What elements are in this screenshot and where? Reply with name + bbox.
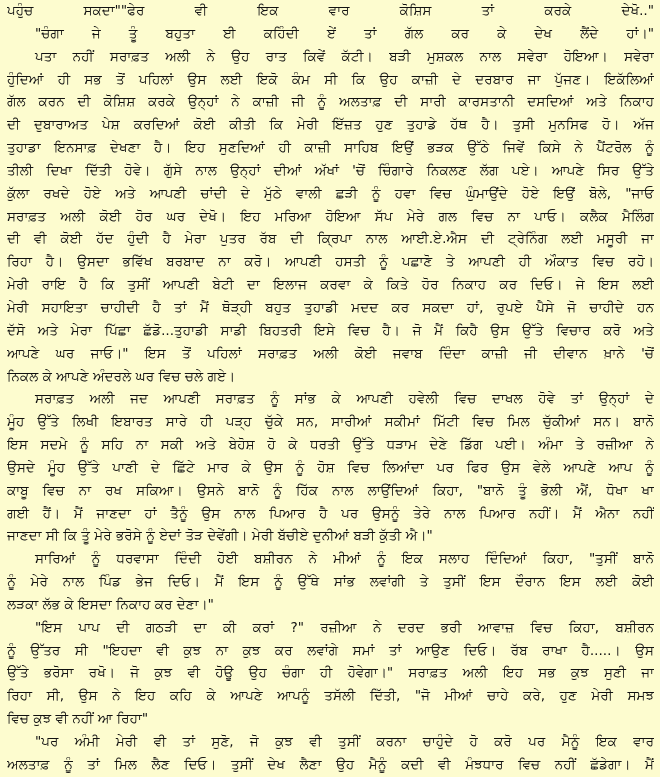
text-line: ਦੀ ਦੁਬਾਰਾਅਤ ਪੇਸ਼ ਕਰਦਿਆਂ ਕੋਈ ਕੀਤੀ ਕਿ ਮੇਰੀ ਇੱਜ਼ਤ ਹੁਣ ਤੁਹਾਡੇ ਹੱਥ ਹੈ। ਤੁਸੀ ਮੁਨਸਿਫ ਹੋ। ਅੱਜ xyxy=(7,117,654,134)
text-line: ਤੁਹਾਡਾ ਇਨਸਾਫ਼ ਦੇਖਣਾ ਹੈ। ਇਹ ਸੁਣਦਿਆਂ ਹੀ ਕਾਜ਼ੀ ਸਾਹਿਬ ਇਉਂ ਭੜਕ ਉੱਠੇ ਜਿਵੇਂ ਕਿਸੇ ਨੇ ਪੈਂਟਰੋਲ ਨੂੰ xyxy=(7,140,654,157)
text-line: ਆਪਣੇ ਘਰ ਜਾਓ।" ਇਸ ਤੋਂ ਪਹਿਲਾਂ ਸਰਾਫ਼ਤ ਅਲੀ ਕੋਈ ਜਵਾਬ ਦਿੰਦਾ ਕਾਜ਼ੀ ਜੀ ਦੀਵਾਨ ਖ਼ਾਨੇ 'ਚੋਂ xyxy=(7,345,654,362)
text-line: ਗਈ ਹੈਂ। ਮੈਂ ਜਾਣਦਾ ਹਾਂ ਤੈਨੂੰ ਉਸ ਨਾਲ ਪਿਆਰ ਹੈ ਪਰ ਉਸਨੂੰ ਤੇਰੇ ਨਾਲ ਪਿਆਰ ਨਹੀਂ। ਮੈਂ ਐਨਾ ਨਹੀਂ xyxy=(7,505,654,522)
text-line: ਸਰਾਫ਼ਤ ਅਲੀ ਕੋਈ ਹੋਰ ਘਰ ਦੇਖੋ। ਇਹ ਮਰਿਆ ਹੋਇਆ ਸੱਪ ਮੇਰੇ ਗਲ ਵਿਚ ਨਾ ਪਾਓ। ਕਲੈਕ ਮੈਲਿੰਗ xyxy=(7,208,654,225)
text-line: ਨਿਕਲ ਕੇ ਆਪਣੇ ਅੰਦਰਲੇ ਘਰ ਵਿਚ ਚਲੇ ਗਏ। xyxy=(7,368,236,385)
text-line: ਮੇਰੀ ਸਹਾਇਤਾ ਚਾਹੀਦੀ ਹੈ ਤਾਂ ਮੈਂ ਥੋੜ੍ਹੀ ਬਹੁਤ ਤੁਹਾਡੀ ਮਦਦ ਕਰ ਸਕਦਾ ਹਾਂ, ਰੁਪਏ ਪੈਸੇ ਜੋ ਚਾਹੀਦੇ ਹਨ xyxy=(7,299,654,316)
text-line: "ਚੰਗਾ ਜੇ ਤੂੰ ਬਹੁਤਾ ਈ ਕਹਿੰਦੀ ਏਂ ਤਾਂ ਗੱਲ ਕਰ ਕੇ ਦੇਖ ਲੈਂਦੇ ਹਾਂ।" xyxy=(35,25,654,42)
text-line: ਲੜਕਾ ਲੱਭ ਕੇ ਇਸਦਾ ਨਿਕਾਹ ਕਰ ਦੇਣਾ।" xyxy=(7,596,214,613)
text-line: ਪਹੁੰਚ ਸਕਦਾ""ਫੇਰ ਵੀ ਇਕ ਵਾਰ ਕੋਸ਼ਿਸ ਤਾਂ ਕਰਕੇ ਦੇਖੋ.." xyxy=(7,3,654,19)
text-line: ਸਾਰਿਆਂ ਨੂੰ ਧਰਵਾਸਾ ਦਿੰਦੀ ਹੋਈ ਬਸ਼ੀਰਨ ਨੇ ਮੀਆਂ ਨੂੰ ਇਕ ਸਲਾਹ ਦਿੰਦਿਆਂ ਕਿਹਾ, "ਤੁਸੀਂ ਬਾਨੋ xyxy=(35,551,654,568)
text-line: ਮੇਰੀ ਰਾਇ ਹੈ ਕਿ ਤੁਸੀਂ ਆਪਣੀ ਬੇਟੀ ਦਾ ਇਲਾਜ ਕਰਵਾ ਕੇ ਕਿਤੇ ਹੋਰ ਨਿਕਾਹ ਕਰ ਦਿਓ। ਜੇ ਇਸ ਲਈ xyxy=(7,277,654,294)
text-line: ਨੂੰ ਮੇਰੇ ਨਾਲ ਪਿੰਡ ਭੇਜ ਦਿਓ। ਮੈਂ ਇਸ ਨੂੰ ਉੱਥੇ ਸਾਂਭ ਲਵਾਂਗੀ ਤੇ ਤੁਸੀਂ ਇਸ ਦੌਰਾਨ ਇਸ ਲਈ ਕੋਈ xyxy=(7,574,654,591)
text-line: ਰਿਹਾ ਹੈ। ਉਸਦਾ ਭਵਿੱਖ ਬਰਬਾਦ ਨਾ ਕਰੋ। ਆਪਣੀ ਹਸਤੀ ਨੂੰ ਪਛਾਣੋ ਤੇ ਆਪਣੀ ਹੀ ਔਕਾਤ ਵਿਚ ਰਹੋ। xyxy=(7,254,654,271)
text-line: "ਪਰ ਅੰਮੀ ਮੇਰੀ ਵੀ ਤਾਂ ਸੁਣੋ, ਜੋ ਕੁਝ ਵੀ ਤੁਸੀਂ ਕਰਨਾ ਚਾਹੁੰਦੇ ਹੋ ਕਰੋ ਪਰ ਮੈਨੂੰ ਇਕ ਵਾਰ xyxy=(35,734,654,750)
text-line: ਸਰਾਫ਼ਤ ਅਲੀ ਜਦ ਆਪਣੀ ਸਰਾਫ਼ਤ ਨੂੰ ਸਾਂਭ ਕੇ ਆਪਣੀ ਹਵੇਲੀ ਵਿਚ ਦਾਖਲ ਹੋਵੇ ਤਾਂ ਉਨ੍ਹਾਂ ਦੇ xyxy=(35,391,654,408)
text-line: ਦੱਸੋ ਅਤੇ ਮੇਰਾ ਪਿੱਛਾ ਛੱਡੋ...ਤੁਹਾਡੀ ਸਾਡੀ ਬਿਹਤਰੀ ਇਸੇ ਵਿਚ ਹੈ। ਜੋ ਮੈਂ ਕਿਹੈ ਉਸ ਉੱਤੇ ਵਿਚਾਰ ਕਰੋ ਅਤੇ xyxy=(7,322,654,339)
text-line: ਕਾਬੂ ਵਿਚ ਨਾ ਰਖ ਸਕਿਆ। ਉਸਨੇ ਬਾਨੋ ਨੂੰ ਹਿੱਕ ਨਾਲ ਲਾਉਂਦਿਆਂ ਕਿਹਾ, "ਬਾਨੋ ਤੂੰ ਭੋਲੀ ਐਂ, ਧੋਖਾ ਖਾ xyxy=(7,482,654,499)
text-line: ਜਾਣਦਾ ਸੀ ਕਿ ਤੂੰ ਮੇਰੇ ਭਰੋਸੇ ਨੂੰ ਏਦਾਂ ਤੋੜ ਦੇਵੇਂਗੀ। ਮੇਰੀ ਬੱਚੀਏ ਦੁਨੀਆਂ ਬੜੀ ਕੁੱਤੀ ਐ।" xyxy=(7,528,433,545)
text-line: ਦੀ ਵੀ ਕੋਈ ਹੱਦ ਹੁੰਦੀ ਹੈ ਮੇਰਾ ਪੁਤਰ ਰੱਬ ਦੀ ਕ੍ਰਿਪਾ ਨਾਲ ਆਈ.ਏ.ਐਸ ਦੀ ਟ੍ਰੇਨਿੰਗ ਲਈ ਮਸੂਰੀ ਜਾ xyxy=(7,231,654,248)
text-line: ਇਸ ਸਦਮੇ ਨੂੰ ਸਹਿ ਨਾ ਸਕੀ ਅਤੇ ਬੇਹੋਸ਼ ਹੋ ਕੇ ਧਰਤੀ ਉੱਤੇ ਧੜਾਮ ਦੇਣੇ ਡਿੱਗ ਪਈ। ਅੰਮਾ ਤੇ ਰਜ਼ੀਆ ਨੇ xyxy=(7,437,654,454)
text-line: ਗੱਲ ਕਰਨ ਦੀ ਕੋਸ਼ਿਸ਼ ਕਰਕੇ ਉਨ੍ਹਾਂ ਨੇ ਕਾਜ਼ੀ ਜੀ ਨੂੰ ਅਲਤਾਫ਼ ਦੀ ਸਾਰੀ ਕਾਰਸਤਾਨੀ ਦਸਦਿਆਂ ਅਤੇ ਨਿਕਾਹ xyxy=(7,94,654,111)
text-line: ਵਿਚ ਕੁਝ ਵੀ ਨਹੀਂ ਆ ਰਿਹਾ" xyxy=(7,711,149,728)
text-line: ਕੁੱਲਾ ਰਖਦੇ ਹੋਏ ਅਤੇ ਆਪਣੀ ਚਾਂਦੀ ਦੇ ਮੁੱਠੇ ਵਾਲੀ ਛੜੀ ਨੂੰ ਹਵਾ ਵਿਚ ਘੁੰਮਾਉਂਦੇ ਹੋਏ ਇਉਂ ਬੋਲੇ, "ਜਾਓ xyxy=(7,185,654,202)
text-line: ਪਤਾ ਨਹੀਂ ਸਰਾਫ਼ਤ ਅਲੀ ਨੇ ਉਹ ਰਾਤ ਕਿਵੇਂ ਕੱਟੀ। ਬੜੀ ਮੁਸ਼ਕਲ ਨਾਲ ਸਵੇਰਾ ਹੋਇਆ। ਸਵੇਰਾ xyxy=(35,48,654,65)
text-line: ਉੱਤੇ ਭਰੋਸਾ ਰਖੋ। ਜੋ ਕੁਝ ਵੀ ਹੋਊ ਉਹ ਚੰਗਾ ਹੀ ਹੋਵੇਗਾ।" ਸਰਾਫ਼ਤ ਅਲੀ ਇਹ ਸਭ ਕੁਝ ਸੁਣੀ ਜਾ xyxy=(7,665,654,682)
text-line: ਤੀਲੀ ਦਿਖਾ ਦਿੱਤੀ ਹੋਵੇ। ਗੁੱਸੇ ਨਾਲ ਉਨ੍ਹਾਂ ਦੀਆਂ ਅੱਖਾਂ 'ਚੋਂ ਚਿੰਗਾਰੇ ਨਿਕਲਣ ਲੱਗ ਪਏ। ਆਪਣੇ ਸਿਰ ਉੱਤੇ xyxy=(7,162,654,179)
text-line: ਹੁੰਦਿਆਂ ਹੀ ਸਭ ਤੋਂ ਪਹਿਲਾਂ ਉਸ ਲਈ ਇਕੋ ਕੰਮ ਸੀ ਕਿ ਉਹ ਕਾਜ਼ੀ ਦੇ ਦਰਬਾਰ ਜਾ ਪੁੱਜਣ। ਇਕੱਲਿਆਂ xyxy=(7,71,654,88)
text-line: ਅਲਤਾਫ਼ ਨੂੰ ਤਾਂ ਮਿਲ ਲੈਣ ਦਿਓ। ਤੁਸੀਂ ਦੇਖ ਲੈਣਾ ਉਹ ਮੈਨੂੰ ਕਦੀ ਵੀ ਮੰਝਧਾਰ ਵਿਚ ਨਹੀਂ ਛੱਡੇਗਾ। ਮੈਂ xyxy=(7,756,654,773)
text-line: ਉਸਦੇ ਮੂੰਹ ਉੱਤੇ ਪਾਣੀ ਦੇ ਛਿੱਟੇ ਮਾਰ ਕੇ ਉਸ ਨੂੰ ਹੋਸ਼ ਵਿਚ ਲਿਆਂਦਾ ਪਰ ਫਿਰ ਉਸ ਵੇਲੇ ਆਪਣੇ ਆਪ ਨੂੰ xyxy=(7,459,654,476)
text-line: ਨੂੰ ਉੱਤਰ ਸੀ "ਇਹਦਾ ਵੀ ਕੁਝ ਨਾ ਕੁਝ ਕਰ ਲਵਾਂਗੇ ਸਮਾਂ ਤਾਂ ਆਉਣ ਦਿਓ। ਰੱਬ ਰਾਖਾ ਹੈ.....। ਉਸ xyxy=(7,642,654,659)
text-line: ਰਿਹਾ ਸੀ, ਉਸ ਨੇ ਇਹ ਕਹਿ ਕੇ ਆਪਣੇ ਆਪਨੂੰ ਤਸੱਲੀ ਦਿੱਤੀ, "ਜੋ ਮੀਆਂ ਚਾਹੇ ਕਰੇ, ਹੁਣ ਮੇਰੀ ਸਮਝ xyxy=(7,688,654,705)
text-line: "ਇਸ ਪਾਪ ਦੀ ਗਠੜੀ ਦਾ ਕੀ ਕਰਾਂ ?" ਰਜ਼ੀਆ ਨੇ ਦਰਦ ਭਰੀ ਆਵਾਜ਼ ਵਿਚ ਕਿਹਾ, ਬਸ਼ੀਰਨ xyxy=(35,619,654,636)
text-line: ਮੂੰਹ ਉੱਤੇ ਲਿਖੀ ਇਬਾਰਤ ਸਾਰੇ ਹੀ ਪੜ੍ਹ ਚੁੱਕੇ ਸਨ, ਸਾਰੀਆਂ ਸਕੀਮਾਂ ਮਿੱਟੀ ਵਿਚ ਮਿਲ ਚੁੱਕੀਆਂ ਸਨ। ਬਾਨੋ xyxy=(7,414,654,431)
